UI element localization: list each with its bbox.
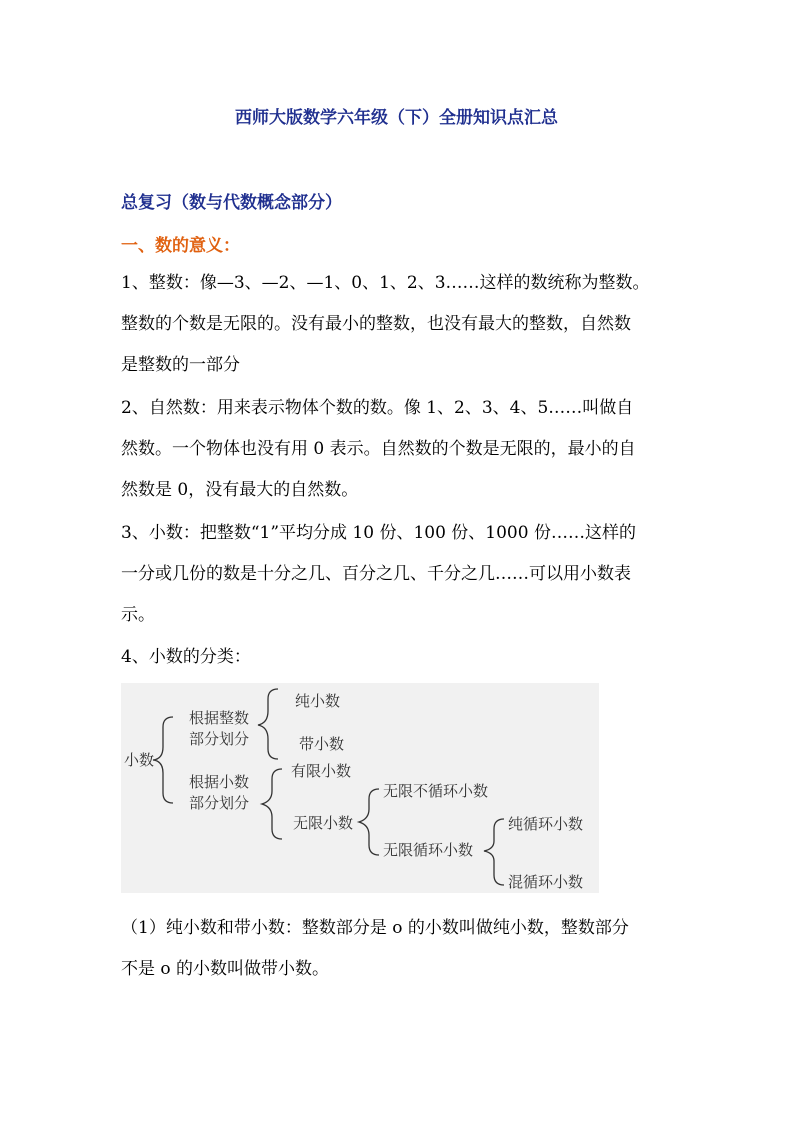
branch1-label-line1: 根据整数	[189, 709, 250, 727]
text-line: 示。	[121, 605, 155, 625]
branch2-label-line2: 部分划分	[189, 794, 250, 812]
branch1-label-line2: 部分划分	[189, 730, 250, 748]
text-line: 2、自然数：用来表示物体个数的数。像 1、2、3、4、5……叫做自	[121, 398, 634, 418]
text-line: 然数是 0，没有最大的自然数。	[121, 480, 359, 500]
document-title: 西师大版数学六年级（下）全册知识点汇总	[235, 108, 558, 128]
infinite-brace	[359, 789, 379, 855]
decimal-classification-diagram	[121, 683, 599, 893]
diagram-root-label: 小数	[124, 751, 155, 769]
leaf-pure-repeating-decimal: 纯循环小数	[508, 815, 584, 833]
text-line: 一分或几份的数是十分之几、百分之几、千分之几……可以用小数表	[121, 564, 631, 584]
section-heading: 总复习（数与代数概念部分）	[121, 193, 342, 213]
leaf-repeating-decimal: 无限循环小数	[383, 841, 474, 859]
leaf-finite-decimal: 有限小数	[291, 762, 352, 780]
paragraph-decimal-classification	[121, 637, 676, 678]
text-line: 然数。一个物体也没有用 0 表示。自然数的个数是无限的，最小的自	[121, 439, 636, 459]
branch2-label-line1: 根据小数	[189, 773, 250, 791]
text-line: 4、小数的分类：	[121, 647, 251, 667]
branch1-brace	[258, 689, 278, 759]
leaf-mixed-repeating-decimal: 混循环小数	[508, 873, 584, 891]
subheading: 一、数的意义：	[121, 236, 240, 256]
text-line: （1）纯小数和带小数：整数部分是 o 的小数叫做纯小数，整数部分	[121, 918, 629, 938]
leaf-non-repeating-decimal: 无限不循环小数	[383, 782, 489, 800]
leaf-pure-decimal: 纯小数	[295, 692, 341, 710]
text-line: 3、小数：把整数“1”平均分成 10 份、100 份、1000 份……这样的	[121, 523, 636, 543]
text-line: 不是 o 的小数叫做带小数。	[121, 959, 330, 979]
repeating-brace	[484, 819, 504, 885]
classification-tree	[121, 683, 599, 893]
text-line: 整数的个数是无限的。没有最小的整数，也没有最大的整数，自然数	[121, 314, 631, 334]
paragraph-integers	[121, 263, 676, 386]
branch2-brace	[262, 769, 282, 839]
leaf-infinite-decimal: 无限小数	[293, 814, 354, 832]
paragraph-decimals	[121, 513, 676, 636]
text-line: 是整数的一部分	[121, 355, 240, 375]
leaf-mixed-decimal: 带小数	[299, 735, 345, 753]
text-line: 1、整数：像—3、—2、—1、0、1、2、3……这样的数统称为整数。	[121, 273, 650, 293]
root-brace	[153, 717, 173, 803]
paragraph-pure-and-mixed-decimal	[121, 908, 676, 990]
paragraph-natural-numbers	[121, 388, 676, 511]
